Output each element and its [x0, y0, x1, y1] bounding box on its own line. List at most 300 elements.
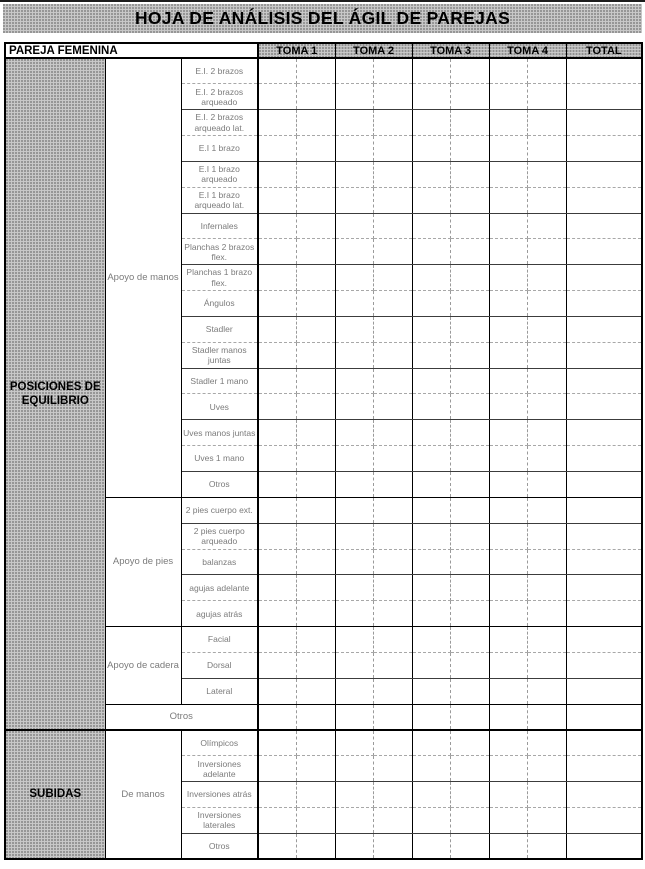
score-cell-toma4-left: [489, 678, 527, 704]
score-cell-total: [566, 342, 642, 368]
score-cell-toma2-left: [335, 833, 373, 859]
row-label: agujas atrás: [181, 601, 258, 627]
score-cell-toma2-left: [335, 265, 373, 291]
score-cell-toma3-left: [412, 84, 450, 110]
score-cell-toma3-left: [412, 807, 450, 833]
score-cell-toma3-right: [450, 807, 489, 833]
score-cell-toma3-right: [450, 110, 489, 136]
score-cell-toma3-left: [412, 187, 450, 213]
score-cell-toma3-left: [412, 575, 450, 601]
score-cell-toma2-left: [335, 807, 373, 833]
score-cell-toma2-right: [373, 575, 412, 601]
score-cell-toma4-left: [489, 652, 527, 678]
score-cell-total: [566, 575, 642, 601]
score-cell-toma2-right: [373, 446, 412, 472]
score-cell-toma1-left: [258, 497, 296, 523]
table-header-row: [5, 43, 642, 58]
score-cell-toma4-left: [489, 394, 527, 420]
score-cell-toma3-right: [450, 394, 489, 420]
score-cell-toma2-right: [373, 704, 412, 730]
score-cell-toma2-left: [335, 549, 373, 575]
score-cell-toma4-left: [489, 84, 527, 110]
score-cell-toma1-right: [296, 213, 335, 239]
column-header-toma-4: TOMA 4: [489, 43, 566, 58]
score-cell-total: [566, 756, 642, 782]
score-cell-toma1-right: [296, 497, 335, 523]
score-cell-toma2-left: [335, 782, 373, 808]
score-cell-toma1-right: [296, 549, 335, 575]
score-cell-toma1-left: [258, 394, 296, 420]
score-cell-toma4-left: [489, 187, 527, 213]
score-cell-toma3-right: [450, 187, 489, 213]
score-cell-toma4-left: [489, 523, 527, 549]
score-cell-toma4-right: [527, 652, 566, 678]
score-cell-toma4-right: [527, 420, 566, 446]
score-cell-toma1-right: [296, 394, 335, 420]
row-label: balanzas: [181, 549, 258, 575]
score-cell-toma3-right: [450, 161, 489, 187]
row-label: E.I. 2 brazos: [181, 58, 258, 84]
score-cell-toma3-left: [412, 446, 450, 472]
score-cell-toma4-left: [489, 239, 527, 265]
score-cell-toma1-left: [258, 58, 296, 84]
score-cell-toma4-right: [527, 368, 566, 394]
score-cell-toma3-right: [450, 497, 489, 523]
score-cell-toma1-right: [296, 291, 335, 317]
score-cell-toma3-left: [412, 756, 450, 782]
score-cell-toma4-left: [489, 497, 527, 523]
row-label: Uves 1 mano: [181, 446, 258, 472]
score-cell-total: [566, 394, 642, 420]
group-label: Apoyo de manos: [105, 58, 181, 497]
score-cell-toma3-left: [412, 342, 450, 368]
score-cell-toma1-left: [258, 265, 296, 291]
score-cell-toma4-right: [527, 394, 566, 420]
score-cell-toma1-right: [296, 807, 335, 833]
score-cell-toma2-right: [373, 213, 412, 239]
score-cell-total: [566, 472, 642, 498]
score-cell-toma1-right: [296, 833, 335, 859]
score-cell-toma2-right: [373, 368, 412, 394]
score-cell-toma3-right: [450, 342, 489, 368]
score-cell-toma4-left: [489, 110, 527, 136]
score-cell-toma1-right: [296, 446, 335, 472]
row-label: E.I. 2 brazos arqueado lat.: [181, 110, 258, 136]
score-cell-toma3-right: [450, 756, 489, 782]
score-cell-toma1-left: [258, 627, 296, 653]
score-cell-total: [566, 110, 642, 136]
score-cell-toma3-right: [450, 575, 489, 601]
score-cell-toma4-right: [527, 730, 566, 756]
score-cell-toma3-left: [412, 213, 450, 239]
score-cell-toma2-right: [373, 420, 412, 446]
score-cell-toma3-right: [450, 265, 489, 291]
score-cell-total: [566, 807, 642, 833]
group-label: Apoyo de pies: [105, 497, 181, 626]
score-cell-toma3-left: [412, 239, 450, 265]
score-cell-toma1-left: [258, 782, 296, 808]
score-cell-total: [566, 265, 642, 291]
row-label: E.I 1 brazo arqueado: [181, 161, 258, 187]
score-cell-toma4-right: [527, 575, 566, 601]
score-cell-total: [566, 187, 642, 213]
score-cell-toma2-left: [335, 291, 373, 317]
score-cell-toma4-left: [489, 472, 527, 498]
score-cell-toma4-left: [489, 136, 527, 162]
score-cell-toma2-right: [373, 472, 412, 498]
score-cell-total: [566, 833, 642, 859]
score-cell-toma1-left: [258, 446, 296, 472]
score-cell-total: [566, 291, 642, 317]
score-cell-toma1-right: [296, 368, 335, 394]
score-cell-toma3-right: [450, 213, 489, 239]
score-cell-total: [566, 601, 642, 627]
score-cell-toma3-right: [450, 782, 489, 808]
score-cell-toma1-left: [258, 678, 296, 704]
score-cell-toma3-left: [412, 161, 450, 187]
score-cell-toma2-left: [335, 446, 373, 472]
score-cell-toma1-right: [296, 575, 335, 601]
score-cell-toma2-left: [335, 58, 373, 84]
score-cell-toma1-left: [258, 213, 296, 239]
score-cell-toma3-right: [450, 730, 489, 756]
score-cell-total: [566, 627, 642, 653]
score-cell-toma1-left: [258, 833, 296, 859]
row-label: agujas adelante: [181, 575, 258, 601]
score-cell-toma2-left: [335, 497, 373, 523]
score-cell-toma4-left: [489, 782, 527, 808]
score-cell-toma3-right: [450, 678, 489, 704]
score-cell-toma3-right: [450, 84, 489, 110]
score-cell-toma1-left: [258, 316, 296, 342]
score-cell-toma2-right: [373, 291, 412, 317]
score-cell-toma1-right: [296, 187, 335, 213]
score-cell-toma4-right: [527, 110, 566, 136]
score-cell-toma4-left: [489, 833, 527, 859]
section-label: POSICIONES DE EQUILIBRIO: [5, 58, 105, 730]
score-cell-toma4-right: [527, 601, 566, 627]
column-header-toma-1: TOMA 1: [258, 43, 335, 58]
score-cell-toma3-right: [450, 136, 489, 162]
score-cell-toma3-left: [412, 704, 450, 730]
score-cell-toma4-right: [527, 316, 566, 342]
row-label: E.I 1 brazo: [181, 136, 258, 162]
row-label: Infernales: [181, 213, 258, 239]
merged-row-label: Otros: [105, 704, 258, 730]
score-cell-total: [566, 678, 642, 704]
score-cell-toma3-right: [450, 549, 489, 575]
score-cell-toma4-left: [489, 342, 527, 368]
group-label: Apoyo de cadera: [105, 627, 181, 705]
score-cell-toma4-left: [489, 627, 527, 653]
score-cell-toma1-left: [258, 652, 296, 678]
score-cell-toma1-left: [258, 161, 296, 187]
score-cell-toma3-right: [450, 420, 489, 446]
score-cell-toma4-left: [489, 756, 527, 782]
column-header-toma-3: TOMA 3: [412, 43, 489, 58]
analysis-table: [4, 42, 643, 860]
score-cell-toma3-right: [450, 446, 489, 472]
score-cell-toma3-left: [412, 497, 450, 523]
score-cell-toma3-left: [412, 420, 450, 446]
score-cell-toma3-right: [450, 291, 489, 317]
score-cell-total: [566, 446, 642, 472]
score-cell-toma3-left: [412, 58, 450, 84]
score-cell-toma1-left: [258, 291, 296, 317]
score-cell-toma4-right: [527, 833, 566, 859]
score-cell-toma2-right: [373, 782, 412, 808]
score-cell-toma4-right: [527, 549, 566, 575]
score-cell-toma4-left: [489, 58, 527, 84]
score-cell-toma1-left: [258, 110, 296, 136]
score-cell-toma1-left: [258, 756, 296, 782]
score-cell-toma2-right: [373, 652, 412, 678]
column-header-toma-2: TOMA 2: [335, 43, 412, 58]
score-cell-toma2-left: [335, 601, 373, 627]
row-label: Lateral: [181, 678, 258, 704]
score-cell-toma2-right: [373, 549, 412, 575]
score-cell-toma4-left: [489, 420, 527, 446]
table-row: [5, 58, 642, 84]
score-cell-toma1-left: [258, 368, 296, 394]
score-cell-toma4-right: [527, 782, 566, 808]
score-cell-toma4-left: [489, 549, 527, 575]
score-cell-toma4-left: [489, 730, 527, 756]
score-cell-toma1-right: [296, 136, 335, 162]
score-cell-toma2-right: [373, 84, 412, 110]
score-cell-toma4-right: [527, 523, 566, 549]
score-cell-toma1-right: [296, 601, 335, 627]
table-row: [5, 730, 642, 756]
score-cell-toma1-left: [258, 239, 296, 265]
score-cell-toma2-right: [373, 601, 412, 627]
score-cell-toma1-right: [296, 523, 335, 549]
score-cell-toma1-right: [296, 678, 335, 704]
score-cell-toma4-left: [489, 291, 527, 317]
score-cell-toma4-left: [489, 704, 527, 730]
score-cell-toma3-left: [412, 394, 450, 420]
score-cell-toma2-left: [335, 316, 373, 342]
score-cell-total: [566, 368, 642, 394]
score-cell-toma1-left: [258, 187, 296, 213]
score-cell-toma4-right: [527, 84, 566, 110]
score-cell-toma4-right: [527, 472, 566, 498]
score-cell-total: [566, 136, 642, 162]
score-cell-toma3-right: [450, 316, 489, 342]
score-cell-toma1-left: [258, 472, 296, 498]
score-cell-toma1-left: [258, 575, 296, 601]
score-cell-toma3-right: [450, 472, 489, 498]
score-cell-toma1-right: [296, 342, 335, 368]
score-cell-toma3-left: [412, 627, 450, 653]
score-cell-total: [566, 497, 642, 523]
score-cell-toma2-left: [335, 472, 373, 498]
score-cell-toma2-left: [335, 756, 373, 782]
row-label: Inversiones laterales: [181, 807, 258, 833]
score-cell-toma1-right: [296, 627, 335, 653]
score-cell-toma3-left: [412, 549, 450, 575]
score-cell-total: [566, 652, 642, 678]
score-cell-toma2-right: [373, 394, 412, 420]
score-cell-toma2-right: [373, 523, 412, 549]
score-cell-toma2-left: [335, 652, 373, 678]
score-cell-toma1-left: [258, 704, 296, 730]
score-cell-total: [566, 782, 642, 808]
score-cell-toma3-left: [412, 523, 450, 549]
row-label: Stadler manos juntas: [181, 342, 258, 368]
score-cell-toma2-left: [335, 342, 373, 368]
score-cell-toma4-left: [489, 575, 527, 601]
score-cell-total: [566, 239, 642, 265]
score-cell-toma2-left: [335, 187, 373, 213]
row-label: Uves: [181, 394, 258, 420]
score-cell-toma2-right: [373, 136, 412, 162]
score-cell-toma3-left: [412, 265, 450, 291]
row-label: 2 pies cuerpo arqueado: [181, 523, 258, 549]
section-label: SUBIDAS: [5, 730, 105, 859]
score-cell-total: [566, 84, 642, 110]
score-cell-toma4-right: [527, 161, 566, 187]
row-label: Inversiones atrás: [181, 782, 258, 808]
row-label: 2 pies cuerpo ext.: [181, 497, 258, 523]
score-cell-toma3-left: [412, 601, 450, 627]
score-cell-toma4-right: [527, 627, 566, 653]
row-label: E.I 1 brazo arqueado lat.: [181, 187, 258, 213]
score-cell-toma2-left: [335, 420, 373, 446]
score-cell-toma3-right: [450, 704, 489, 730]
score-cell-toma2-right: [373, 110, 412, 136]
score-cell-toma1-left: [258, 136, 296, 162]
score-cell-toma2-left: [335, 394, 373, 420]
score-cell-toma2-left: [335, 136, 373, 162]
score-cell-toma3-left: [412, 730, 450, 756]
score-cell-toma4-left: [489, 368, 527, 394]
score-cell-toma4-right: [527, 704, 566, 730]
score-cell-toma1-right: [296, 239, 335, 265]
score-cell-toma4-right: [527, 678, 566, 704]
score-cell-toma1-right: [296, 265, 335, 291]
score-cell-toma1-left: [258, 730, 296, 756]
score-cell-toma2-left: [335, 627, 373, 653]
score-cell-toma3-left: [412, 472, 450, 498]
score-cell-total: [566, 549, 642, 575]
score-cell-toma4-left: [489, 161, 527, 187]
score-cell-toma4-right: [527, 807, 566, 833]
score-cell-toma2-right: [373, 756, 412, 782]
row-label: Stadler 1 mano: [181, 368, 258, 394]
group-label: De manos: [105, 730, 181, 859]
score-cell-toma2-right: [373, 730, 412, 756]
score-cell-toma3-left: [412, 136, 450, 162]
score-cell-toma4-right: [527, 446, 566, 472]
score-cell-toma2-left: [335, 239, 373, 265]
score-cell-toma3-left: [412, 833, 450, 859]
score-cell-toma2-left: [335, 575, 373, 601]
score-cell-toma3-left: [412, 782, 450, 808]
score-cell-toma3-right: [450, 523, 489, 549]
score-cell-toma3-left: [412, 316, 450, 342]
pareja-femenina-header: PAREJA FEMENINA: [5, 43, 258, 58]
score-cell-toma4-left: [489, 213, 527, 239]
score-cell-toma2-right: [373, 265, 412, 291]
row-label: Dorsal: [181, 652, 258, 678]
score-cell-toma2-right: [373, 342, 412, 368]
score-cell-toma2-left: [335, 368, 373, 394]
score-cell-toma4-right: [527, 265, 566, 291]
score-cell-total: [566, 213, 642, 239]
score-cell-toma1-right: [296, 652, 335, 678]
score-cell-toma2-right: [373, 239, 412, 265]
row-label: Facial: [181, 627, 258, 653]
column-header-total: TOTAL: [566, 43, 642, 58]
score-cell-toma4-left: [489, 446, 527, 472]
score-cell-toma3-left: [412, 652, 450, 678]
score-cell-total: [566, 58, 642, 84]
row-label: Inversiones adelante: [181, 756, 258, 782]
score-cell-toma2-left: [335, 213, 373, 239]
score-cell-toma1-left: [258, 807, 296, 833]
score-cell-toma3-right: [450, 833, 489, 859]
score-cell-toma2-right: [373, 627, 412, 653]
score-cell-toma2-left: [335, 84, 373, 110]
row-label: Olímpicos: [181, 730, 258, 756]
row-label: Stadler: [181, 316, 258, 342]
row-label: Ángulos: [181, 291, 258, 317]
score-cell-toma2-right: [373, 161, 412, 187]
score-cell-toma2-right: [373, 497, 412, 523]
row-label: E.I. 2 brazos arqueado: [181, 84, 258, 110]
score-cell-toma1-right: [296, 110, 335, 136]
score-cell-toma1-right: [296, 756, 335, 782]
score-cell-toma4-left: [489, 807, 527, 833]
score-cell-toma2-left: [335, 523, 373, 549]
score-cell-toma1-right: [296, 704, 335, 730]
score-cell-toma1-left: [258, 601, 296, 627]
score-cell-toma1-right: [296, 472, 335, 498]
score-cell-toma2-left: [335, 704, 373, 730]
score-cell-toma2-right: [373, 678, 412, 704]
score-cell-total: [566, 523, 642, 549]
score-cell-toma4-right: [527, 291, 566, 317]
score-cell-toma1-right: [296, 316, 335, 342]
row-label: Otros: [181, 833, 258, 859]
score-cell-toma1-right: [296, 84, 335, 110]
score-cell-toma2-right: [373, 833, 412, 859]
score-cell-toma1-right: [296, 420, 335, 446]
score-cell-toma4-right: [527, 342, 566, 368]
score-cell-toma4-right: [527, 497, 566, 523]
score-cell-toma2-right: [373, 316, 412, 342]
score-cell-toma3-right: [450, 627, 489, 653]
score-cell-toma3-right: [450, 601, 489, 627]
score-cell-toma1-right: [296, 58, 335, 84]
score-cell-toma2-left: [335, 730, 373, 756]
row-label: Planchas 1 brazo flex.: [181, 265, 258, 291]
score-cell-total: [566, 420, 642, 446]
score-cell-toma4-right: [527, 187, 566, 213]
row-label: Uves manos juntas: [181, 420, 258, 446]
score-cell-toma2-right: [373, 58, 412, 84]
row-label: Planchas 2 brazos flex.: [181, 239, 258, 265]
score-cell-toma4-right: [527, 239, 566, 265]
score-cell-toma2-left: [335, 110, 373, 136]
score-cell-toma4-right: [527, 58, 566, 84]
score-cell-toma3-right: [450, 239, 489, 265]
score-cell-toma1-left: [258, 84, 296, 110]
page-title: HOJA DE ANÁLISIS DEL ÁGIL DE PAREJAS: [3, 4, 642, 33]
score-cell-toma1-left: [258, 549, 296, 575]
score-cell-toma1-left: [258, 342, 296, 368]
